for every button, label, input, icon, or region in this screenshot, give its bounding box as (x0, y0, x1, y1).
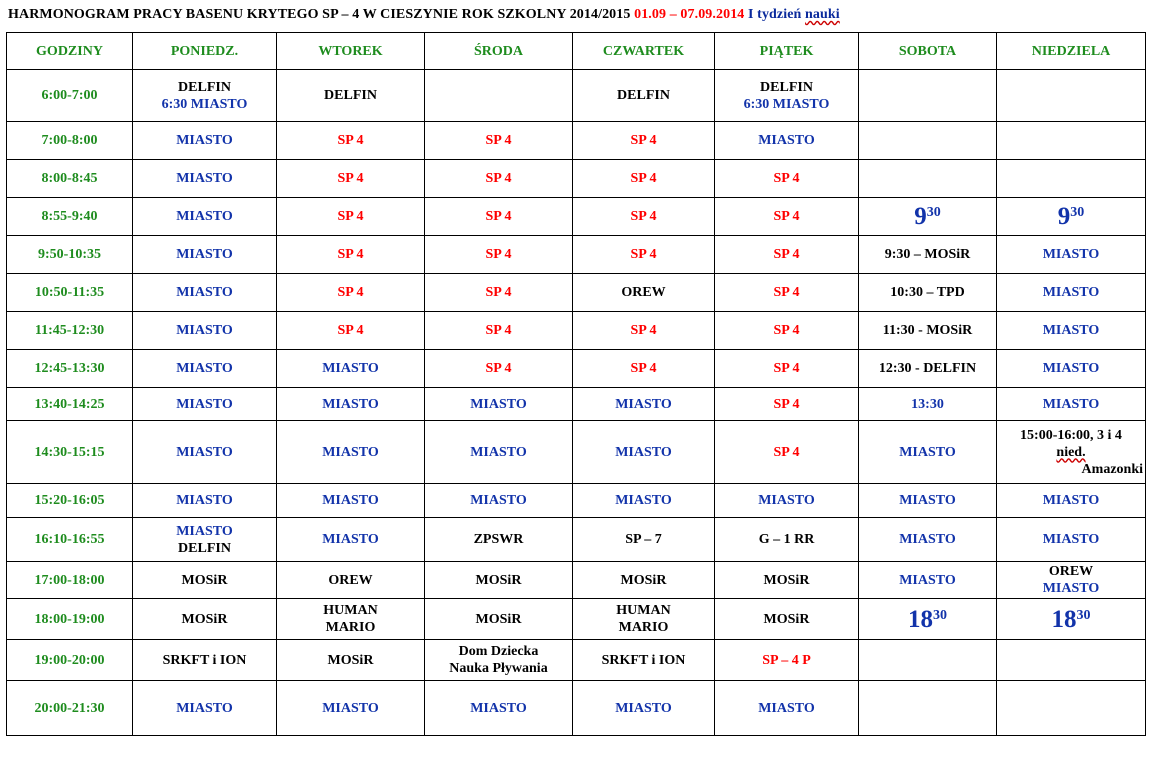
cell-text: 6:30 MIASTO (743, 96, 830, 112)
schedule-cell-saturday (859, 160, 997, 198)
cell-text: MIASTO (1042, 323, 1100, 338)
header-wednesday: ŚRODA (425, 33, 573, 70)
schedule-cell-tuesday (277, 198, 425, 236)
cell-text: SP 4 (485, 171, 512, 186)
schedule-cell-sunday (997, 350, 1146, 388)
cell-text: MIASTO (899, 532, 956, 547)
schedule-cell-saturday (859, 640, 997, 681)
cell-text: 13:30 (911, 396, 944, 412)
cell-text: SP 4 (485, 247, 512, 262)
schedule-cell-thursday (573, 421, 715, 484)
schedule-cell-thursday (573, 562, 715, 599)
time-slot: 15:20-16:05 (7, 484, 133, 518)
schedule-cell-thursday (573, 70, 715, 122)
cell-text: DELFIN (178, 540, 231, 556)
header-monday: PONIEDZ. (133, 33, 277, 70)
cell-text: SP 4 (485, 209, 512, 224)
schedule-cell-sunday (997, 484, 1146, 518)
cell-text: MIASTO (615, 396, 672, 412)
cell-text: MARIO (325, 620, 376, 635)
cell-text: MIASTO (176, 361, 233, 376)
schedule-cell-friday (715, 312, 859, 350)
schedule-cell-tuesday (277, 236, 425, 274)
schedule-cell-monday (133, 599, 277, 640)
cell-text: MIASTO (176, 209, 233, 224)
title-week: I tydzień (748, 7, 802, 22)
schedule-cell-monday (133, 198, 277, 236)
schedule-cell-tuesday (277, 350, 425, 388)
schedule-cell-saturday (859, 350, 997, 388)
schedule-cell-wednesday (425, 484, 573, 518)
schedule-row (7, 421, 1146, 484)
time-slot: 7:00-8:00 (7, 122, 133, 160)
schedule-cell-thursday (573, 122, 715, 160)
schedule-cell-sunday (997, 236, 1146, 274)
header-sunday: NIEDZIELA (997, 33, 1146, 70)
cell-text: ZPSWR (473, 532, 524, 547)
cell-text: MIASTO (322, 532, 379, 547)
schedule-cell-tuesday (277, 562, 425, 599)
title-main: HARMONOGRAM PRACY BASENU KRYTEGO SP – 4 W CIESZYNIE ROK SZKOLNY 2014/2015 (8, 7, 631, 22)
schedule-cell-wednesday (425, 562, 573, 599)
cell-text: 9:30 – MOSiR (884, 247, 971, 262)
cell-time-big: 18 (908, 605, 933, 633)
schedule-cell-monday (133, 160, 277, 198)
schedule-cell-wednesday (425, 681, 573, 736)
cell-text: SP 4 (773, 171, 800, 186)
schedule-cell-wednesday (425, 599, 573, 640)
schedule-row (7, 388, 1146, 421)
cell-text: MOSiR (475, 572, 522, 588)
schedule-cell-sunday (997, 312, 1146, 350)
cell-text: MIASTO (1042, 532, 1100, 547)
schedule-cell-friday (715, 640, 859, 681)
cell-text: HUMAN (616, 603, 671, 618)
document-title (8, 7, 1148, 23)
cell-time-minutes: 30 (1076, 607, 1091, 623)
schedule-cell-thursday (573, 350, 715, 388)
cell-text: 11:30 - MOSiR (882, 323, 973, 338)
schedule-cell-sunday (997, 599, 1146, 640)
cell-text: 12:30 - DELFIN (878, 361, 977, 376)
schedule-cell-thursday (573, 681, 715, 736)
cell-text: MIASTO (615, 444, 672, 460)
schedule-cell-thursday (573, 236, 715, 274)
schedule-cell-sunday (997, 274, 1146, 312)
time-slot: 20:00-21:30 (7, 681, 133, 736)
schedule-cell-friday (715, 562, 859, 599)
schedule-cell-friday (715, 198, 859, 236)
time-slot: 10:50-11:35 (7, 274, 133, 312)
schedule-cell-friday (715, 160, 859, 198)
schedule-cell-saturday (859, 599, 997, 640)
cell-text: MIASTO (758, 133, 815, 148)
cell-text: SP – 7 (625, 532, 662, 547)
schedule-cell-thursday (573, 312, 715, 350)
schedule-cell-wednesday (425, 421, 573, 484)
cell-text: SP 4 (337, 323, 364, 338)
schedule-cell-friday (715, 236, 859, 274)
schedule-cell-wednesday (425, 518, 573, 562)
schedule-cell-friday (715, 599, 859, 640)
schedule-cell-thursday (573, 599, 715, 640)
header-tuesday: WTOREK (277, 33, 425, 70)
schedule-cell-monday (133, 518, 277, 562)
cell-text: MIASTO (1042, 396, 1100, 412)
cell-time-big: 18 (1051, 605, 1077, 633)
schedule-cell-wednesday (425, 70, 573, 122)
cell-text: G – 1 RR (758, 532, 815, 547)
cell-text: MIASTO (899, 493, 956, 508)
schedule-cell-monday (133, 122, 277, 160)
schedule-row (7, 599, 1146, 640)
schedule-cell-wednesday (425, 312, 573, 350)
cell-text: SP 4 (773, 247, 800, 262)
cell-text: MOSiR (181, 572, 228, 588)
schedule-cell-monday (133, 388, 277, 421)
cell-text: SP – 4 P (762, 652, 811, 668)
cell-text: MIASTO (899, 572, 956, 588)
cell-time-big: 9 (1057, 203, 1071, 230)
schedule-cell-monday (133, 562, 277, 599)
cell-text: MIASTO (758, 700, 815, 716)
cell-text: MIASTO (176, 523, 233, 539)
cell-text: MIASTO (322, 361, 379, 376)
cell-time-minutes: 30 (926, 205, 941, 220)
cell-text: MIASTO (615, 493, 672, 508)
cell-text: MOSiR (475, 611, 522, 627)
time-slot: 8:55-9:40 (7, 198, 133, 236)
cell-text: DELFIN (178, 79, 231, 95)
schedule-cell-tuesday (277, 640, 425, 681)
schedule-cell-saturday (859, 562, 997, 599)
cell-text: MOSiR (763, 611, 810, 627)
schedule-cell-tuesday (277, 312, 425, 350)
cell-time-big: 9 (914, 203, 927, 230)
schedule-cell-saturday (859, 312, 997, 350)
schedule-cell-wednesday (425, 388, 573, 421)
cell-text: MIASTO (176, 133, 233, 148)
schedule-cell-wednesday (425, 274, 573, 312)
schedule-cell-sunday (997, 122, 1146, 160)
cell-text: MIASTO (1042, 361, 1100, 376)
schedule-row (7, 562, 1146, 599)
cell-time-minutes: 30 (1070, 205, 1085, 220)
cell-text: SP 4 (773, 444, 800, 460)
cell-text: SP 4 (630, 361, 657, 376)
cell-text: 10:30 – TPD (890, 285, 965, 300)
cell-text: SP 4 (337, 285, 364, 300)
schedule-cell-thursday (573, 484, 715, 518)
schedule-cell-saturday (859, 122, 997, 160)
cell-text: SP 4 (630, 209, 657, 224)
cell-text: SP 4 (337, 247, 364, 262)
schedule-cell-tuesday (277, 274, 425, 312)
schedule-cell-tuesday (277, 681, 425, 736)
cell-text: OREW (621, 285, 666, 300)
cell-text: MIASTO (322, 493, 379, 508)
cell-text: MIASTO (1042, 247, 1100, 262)
header-row (7, 33, 1146, 70)
time-slot: 18:00-19:00 (7, 599, 133, 640)
schedule-cell-saturday (859, 421, 997, 484)
schedule-cell-thursday (573, 198, 715, 236)
cell-text: SP 4 (773, 396, 800, 412)
cell-text: SP 4 (773, 285, 800, 300)
schedule-cell-friday (715, 388, 859, 421)
cell-text: SP 4 (630, 247, 657, 262)
header-thursday: CZWARTEK (573, 33, 715, 70)
title-week-note: nauki (805, 7, 840, 22)
cell-text: MIASTO (322, 444, 379, 460)
cell-text: MIASTO (899, 444, 956, 460)
schedule-cell-monday (133, 236, 277, 274)
header-saturday: SOBOTA (859, 33, 997, 70)
schedule-cell-monday (133, 350, 277, 388)
cell-text: MIASTO (1042, 493, 1100, 508)
cell-text: SP 4 (630, 171, 657, 186)
schedule-cell-sunday (997, 70, 1146, 122)
cell-text: MIASTO (176, 493, 233, 508)
cell-text: MIASTO (176, 171, 233, 186)
schedule-cell-sunday (997, 160, 1146, 198)
time-slot: 8:00-8:45 (7, 160, 133, 198)
schedule-cell-friday (715, 484, 859, 518)
schedule-cell-saturday (859, 274, 997, 312)
schedule-cell-wednesday (425, 198, 573, 236)
time-slot: 14:30-15:15 (7, 421, 133, 484)
schedule-cell-tuesday (277, 421, 425, 484)
schedule-cell-tuesday (277, 160, 425, 198)
schedule-row (7, 274, 1146, 312)
time-slot: 6:00-7:00 (7, 70, 133, 122)
cell-text: OREW (328, 572, 373, 588)
schedule-cell-friday (715, 274, 859, 312)
schedule-row (7, 350, 1146, 388)
cell-text: SP 4 (773, 323, 800, 338)
schedule-cell-sunday (997, 681, 1146, 736)
cell-text: MIASTO (470, 700, 527, 716)
schedule-cell-monday (133, 681, 277, 736)
schedule-cell-tuesday (277, 122, 425, 160)
cell-text: SP 4 (485, 285, 512, 300)
schedule-cell-friday (715, 421, 859, 484)
schedule-cell-wednesday (425, 236, 573, 274)
header-friday: PIĄTEK (715, 33, 859, 70)
schedule-cell-sunday (997, 388, 1146, 421)
cell-text: SP 4 (485, 361, 512, 376)
cell-text: MOSiR (620, 572, 667, 588)
cell-text: 15:00-16:00, 3 i 4 (1020, 427, 1122, 443)
schedule-row (7, 681, 1146, 736)
time-slot: 19:00-20:00 (7, 640, 133, 681)
schedule-cell-friday (715, 350, 859, 388)
schedule-row (7, 70, 1146, 122)
schedule-cell-thursday (573, 160, 715, 198)
schedule-cell-friday (715, 122, 859, 160)
cell-text: MIASTO (322, 396, 379, 412)
schedule-cell-thursday (573, 274, 715, 312)
schedule-cell-sunday (997, 198, 1146, 236)
schedule-cell-sunday (997, 562, 1146, 599)
time-slot: 16:10-16:55 (7, 518, 133, 562)
cell-text: SP 4 (337, 209, 364, 224)
cell-text: MIASTO (176, 323, 233, 338)
schedule-cell-friday (715, 70, 859, 122)
cell-text: MIASTO (470, 444, 527, 460)
time-slot: 11:45-12:30 (7, 312, 133, 350)
cell-text: MIASTO (1042, 285, 1100, 300)
cell-time-minutes: 30 (933, 607, 947, 623)
schedule-cell-monday (133, 70, 277, 122)
schedule-cell-wednesday (425, 122, 573, 160)
cell-text: SP 4 (485, 133, 512, 148)
schedule-row (7, 236, 1146, 274)
cell-text: MIASTO (758, 493, 815, 508)
schedule-row (7, 160, 1146, 198)
schedule-cell-tuesday (277, 388, 425, 421)
schedule-cell-tuesday (277, 518, 425, 562)
schedule-cell-monday (133, 421, 277, 484)
time-slot: 12:45-13:30 (7, 350, 133, 388)
cell-text: SP 4 (337, 171, 364, 186)
schedule-row (7, 484, 1146, 518)
schedule-cell-saturday (859, 70, 997, 122)
cell-text: SP 4 (485, 323, 512, 338)
time-slot: 13:40-14:25 (7, 388, 133, 421)
cell-text: Nauka Pływania (449, 661, 548, 676)
cell-text: SP 4 (630, 323, 657, 338)
cell-text: SRKFT i ION (162, 652, 247, 668)
schedule-row (7, 518, 1146, 562)
schedule-cell-thursday (573, 388, 715, 421)
cell-text: MARIO (618, 620, 669, 635)
schedule-cell-saturday (859, 388, 997, 421)
header-hours: GODZINY (7, 33, 133, 70)
time-slot: 9:50-10:35 (7, 236, 133, 274)
cell-text: Amazonki (1081, 461, 1143, 477)
cell-text: MIASTO (470, 493, 527, 508)
schedule-cell-sunday (997, 518, 1146, 562)
schedule-cell-friday (715, 681, 859, 736)
schedule-cell-friday (715, 518, 859, 562)
schedule-row (7, 122, 1146, 160)
cell-text: Dom Dziecka (458, 644, 539, 659)
schedule-cell-thursday (573, 518, 715, 562)
schedule-cell-tuesday (277, 484, 425, 518)
cell-text: MOSiR (763, 572, 810, 588)
cell-text: SRKFT i ION (601, 652, 686, 668)
schedule-cell-saturday (859, 518, 997, 562)
schedule-table (6, 32, 1146, 736)
schedule-cell-monday (133, 312, 277, 350)
cell-text: MIASTO (176, 444, 233, 460)
cell-text: MIASTO (176, 285, 233, 300)
cell-text: MOSiR (181, 611, 228, 627)
cell-text: MIASTO (322, 700, 379, 716)
schedule-cell-sunday (997, 421, 1146, 484)
schedule-cell-wednesday (425, 160, 573, 198)
cell-text: SP 4 (630, 133, 657, 148)
title-dates: 01.09 – 07.09.2014 (634, 7, 745, 22)
schedule-cell-wednesday (425, 640, 573, 681)
schedule-cell-saturday (859, 681, 997, 736)
schedule-cell-monday (133, 274, 277, 312)
cell-text: MIASTO (176, 396, 233, 412)
cell-text: MIASTO (470, 396, 527, 412)
cell-text: MIASTO (615, 700, 672, 716)
cell-text: SP 4 (773, 361, 800, 376)
cell-text: DELFIN (324, 88, 377, 103)
cell-text: MIASTO (176, 247, 233, 262)
time-slot: 17:00-18:00 (7, 562, 133, 599)
schedule-row (7, 198, 1146, 236)
cell-text: MIASTO (176, 700, 233, 716)
cell-text: MOSiR (327, 652, 374, 668)
schedule-cell-tuesday (277, 70, 425, 122)
cell-text: SP 4 (773, 209, 800, 224)
schedule-cell-saturday (859, 484, 997, 518)
schedule-cell-sunday (997, 640, 1146, 681)
schedule-row (7, 312, 1146, 350)
schedule-row (7, 640, 1146, 681)
schedule-cell-saturday (859, 198, 997, 236)
cell-text: MIASTO (1042, 581, 1100, 596)
cell-text: HUMAN (323, 603, 378, 618)
cell-text: DELFIN (760, 79, 813, 95)
cell-text: 6:30 MIASTO (161, 96, 248, 112)
cell-text: nied. (1056, 444, 1086, 460)
schedule-cell-monday (133, 484, 277, 518)
schedule-cell-thursday (573, 640, 715, 681)
schedule-cell-saturday (859, 236, 997, 274)
cell-text: DELFIN (617, 88, 670, 103)
cell-text: OREW (1048, 564, 1094, 579)
cell-text: SP 4 (337, 133, 364, 148)
schedule-cell-wednesday (425, 350, 573, 388)
schedule-cell-tuesday (277, 599, 425, 640)
schedule-cell-monday (133, 640, 277, 681)
